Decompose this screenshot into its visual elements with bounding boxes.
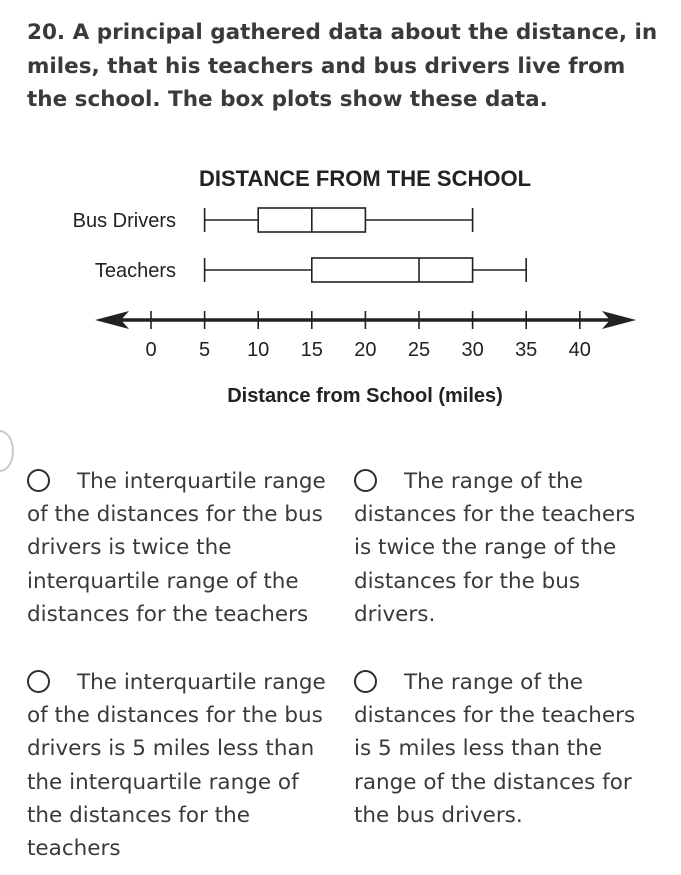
answer-option-c[interactable]: [27, 666, 332, 865]
x-axis-label: Distance from School (miles): [227, 385, 503, 407]
tick-label: 20: [354, 339, 377, 361]
answer-option-a[interactable]: [27, 465, 332, 631]
tick-label: 5: [199, 339, 211, 361]
chart-title: DISTANCE FROM THE SCHOOL: [198, 166, 532, 191]
question-text: 20. A principal gathered data about the distance, in miles, that his teachers and bus drivers live from the school. The box plots show these data.: [27, 20, 658, 112]
radio-circle-icon[interactable]: [354, 469, 377, 492]
teachers-label: Teachers: [94, 260, 176, 282]
answer-option-d[interactable]: [354, 666, 654, 832]
box-plot-rows: [73, 208, 527, 282]
side-tab: [0, 430, 14, 472]
tick-label: 0: [145, 339, 157, 361]
radio-circle-icon[interactable]: [354, 670, 377, 693]
radio-circle-icon[interactable]: [27, 670, 50, 693]
box-plot-chart: [0, 150, 681, 420]
teachers-box: [312, 258, 473, 282]
tick-label: 25: [407, 339, 431, 361]
bus-drivers-label: Bus Drivers: [72, 210, 176, 232]
option-c-text: The interquartile range of the distances for the bus drivers is 5 miles less than the interquartile range of the distances for the teachers: [27, 670, 326, 862]
option-d-text: The range of the distances for the teachers is 5 miles less than the range of the distances for the bus drivers.: [354, 670, 636, 828]
answer-option-b[interactable]: [354, 465, 654, 631]
number-line: [95, 311, 636, 361]
option-b-text: The range of the distances for the teachers is twice the range of the distances for the bus drivers.: [354, 469, 636, 627]
option-a-text: The interquartile range of the distances for the bus drivers is twice the interquartile range of the distances for the teachers: [27, 469, 326, 627]
tick-label: 40: [568, 339, 591, 361]
tick-label: 30: [461, 339, 484, 361]
tick-label: 15: [300, 339, 323, 361]
tick-label: 10: [247, 339, 270, 361]
tick-label: 35: [515, 339, 538, 361]
radio-circle-icon[interactable]: [27, 469, 50, 492]
